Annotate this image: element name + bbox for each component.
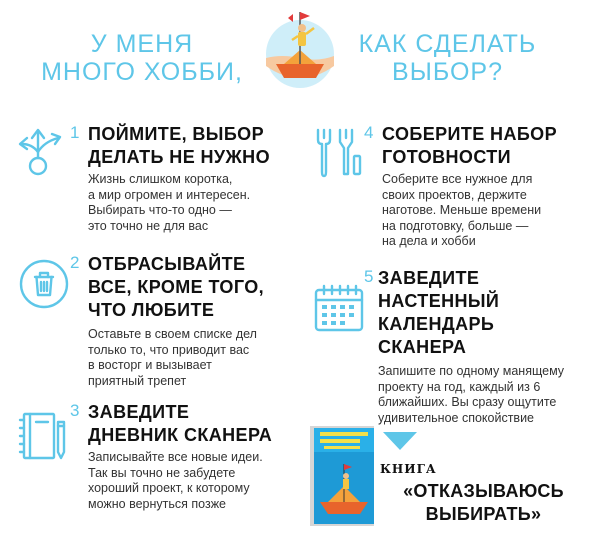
step-4-title-line2: ГОТОВНОСТИ: [382, 147, 511, 167]
step-1: [70, 123, 270, 234]
tools-icon: [310, 126, 364, 182]
step-2-desc-line4: приятный трепет: [88, 373, 187, 388]
step-1-desc-line3: Выбирать что-то одно —: [88, 203, 232, 217]
step-5-title-line2: НАСТЕННЫЙ: [378, 291, 500, 311]
down-arrow-icon: [381, 430, 419, 452]
trash-icon: [18, 258, 70, 310]
step-4-number: 4: [364, 123, 374, 142]
book-title-line1: «ОТКАЗЫВАЮСЬ: [403, 481, 564, 501]
step-1-title-line2: ДЕЛАТЬ НЕ НУЖНО: [88, 147, 270, 167]
step-1-desc-line2: а мир огромен и интересен.: [88, 187, 251, 202]
step-2-title-line2: ВСЕ, КРОМЕ ТОГО,: [88, 277, 264, 297]
step-1-desc-line4: это точно не для вас: [88, 218, 209, 233]
step-4-title-line1: СОБЕРИТЕ НАБОР: [382, 124, 557, 144]
book-title-line2: ВЫБИРАТЬ»: [425, 504, 542, 524]
book-title: [376, 480, 591, 526]
step-3: [70, 401, 272, 512]
step-1-desc-line1: Жизнь слишком коротка,: [88, 172, 233, 186]
step-5-title-line3: КАЛЕНДАРЬ: [378, 314, 495, 334]
notebook-pencil-icon: [16, 408, 70, 470]
step-4-desc-line1: Соберите все нужное для: [382, 172, 533, 186]
step-2-title-line1: ОТБРАСЫВАЙТЕ: [88, 254, 246, 274]
step-3-title-line1: ЗАВЕДИТЕ: [88, 402, 190, 422]
step-3-desc-line1: Записывайте все новые идеи.: [88, 450, 263, 464]
step-5: [364, 267, 564, 426]
step-2-desc-line3: в восторг и вызывает: [88, 358, 212, 372]
book-cover-image: [300, 424, 380, 528]
step-4-desc-line2: своих проектов, держите: [382, 187, 527, 202]
step-3-title-line2: ДНЕВНИК СКАНЕРА: [88, 425, 273, 445]
step-4-desc-line5: на дела и хобби: [382, 234, 476, 248]
header-left: [32, 30, 252, 86]
step-3-number: 3: [70, 401, 80, 420]
header-left-line2: МНОГО ХОББИ,: [41, 58, 243, 86]
step-4-desc-line3: наготове. Меньше времени: [382, 203, 542, 217]
step-3-desc-line2: Так вы точно не забудете: [88, 465, 236, 480]
step-2-title-line3: ЧТО ЛЮБИТЕ: [88, 300, 215, 320]
book-label: КНИГА: [380, 462, 437, 476]
step-2: [70, 253, 264, 389]
header-right-line1: КАК СДЕЛАТЬ: [358, 30, 537, 58]
arrows-branch-icon: [14, 122, 70, 178]
step-3-desc-line3: хороший проект, к которому: [88, 481, 250, 495]
step-4: [364, 123, 557, 250]
calendar-icon: [312, 282, 366, 334]
step-5-desc-line1: Запишите по одному манящему: [378, 364, 565, 378]
step-5-number: 5: [364, 267, 374, 286]
step-5-desc-line2: проекту на год, каждый из 6: [378, 379, 541, 394]
step-3-desc-line4: можно вернуться позже: [88, 496, 227, 511]
header-left-line1: У МЕНЯ: [90, 30, 194, 58]
step-1-title-line1: ПОЙМИТЕ, ВЫБОР: [88, 124, 264, 144]
step-5-desc-line3: ближайших. Вы сразу ощутите: [378, 395, 557, 409]
step-1-number: 1: [70, 123, 80, 142]
step-2-desc-line1: Оставьте в своем списке дел: [88, 327, 257, 341]
step-5-title-line4: СКАНЕРА: [378, 337, 467, 357]
header-right: [340, 30, 555, 86]
sailor-boat-illustration: [262, 6, 338, 94]
step-5-desc-line4: удивительное спокойствие: [378, 410, 535, 425]
step-2-desc-line2: только то, что приводит вас: [88, 342, 250, 357]
step-4-desc-line4: на подготовку, больше —: [382, 218, 529, 233]
step-2-number: 2: [70, 253, 80, 272]
step-5-title-line1: ЗАВЕДИТЕ: [378, 268, 480, 288]
header-right-line2: ВЫБОР?: [392, 58, 503, 86]
